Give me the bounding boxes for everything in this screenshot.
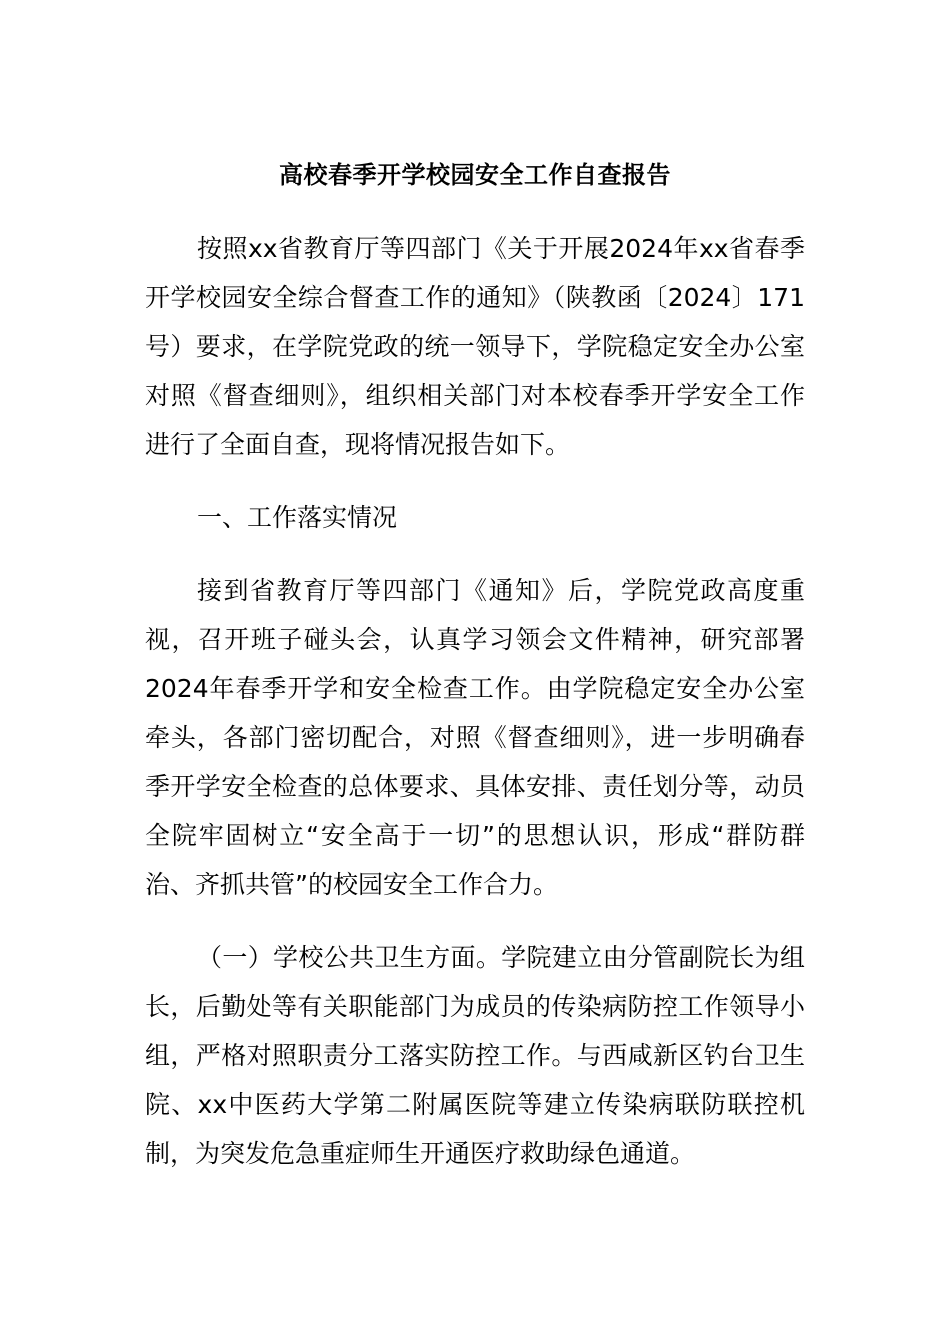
section-heading: 一、工作落实情况	[197, 503, 398, 532]
document-page	[145, 150, 805, 1178]
intro-paragraph: 按照xx省教育厅等四部门《关于开展2024年xx省春季开学校园安全综合督查工作的通知》（陕教函〔2024〕171号）要求，在学院党政的统一领导下，学院稳定安全办公室对照《督查细则》，组织相关部门对本校春季开学安全工作进行了全面自查，现将情况报告如下。	[145, 234, 805, 459]
body-paragraph: 接到省教育厅等四部门《通知》后，学院党政高度重视，召开班子碰头会，认真学习领会文件精神，研究部署2024年春季开学和安全检查工作。由学院稳定安全办公室牵头，各部门密切配合，对照《督查细则》，进一步明确春季开学安全检查的总体要求、具体安排、责任划分等，动员全院牢固树立“安全高于一切”的思想认识，形成“群防群治、齐抓共管”的校园安全工作合力。	[145, 576, 805, 899]
body-paragraph: （一）学校公共卫生方面。学院建立由分管副院长为组长，后勤处等有关职能部门为成员的传染病防控工作领导小组，严格对照职责分工落实防控工作。与西咸新区钓台卫生院、xx中医药大学第二附属医院等建立传染病联防联控机制，为突发危急重症师生开通医疗救助绿色通道。	[145, 943, 805, 1168]
document-title: 高校春季开学校园安全工作自查报告	[279, 161, 671, 189]
